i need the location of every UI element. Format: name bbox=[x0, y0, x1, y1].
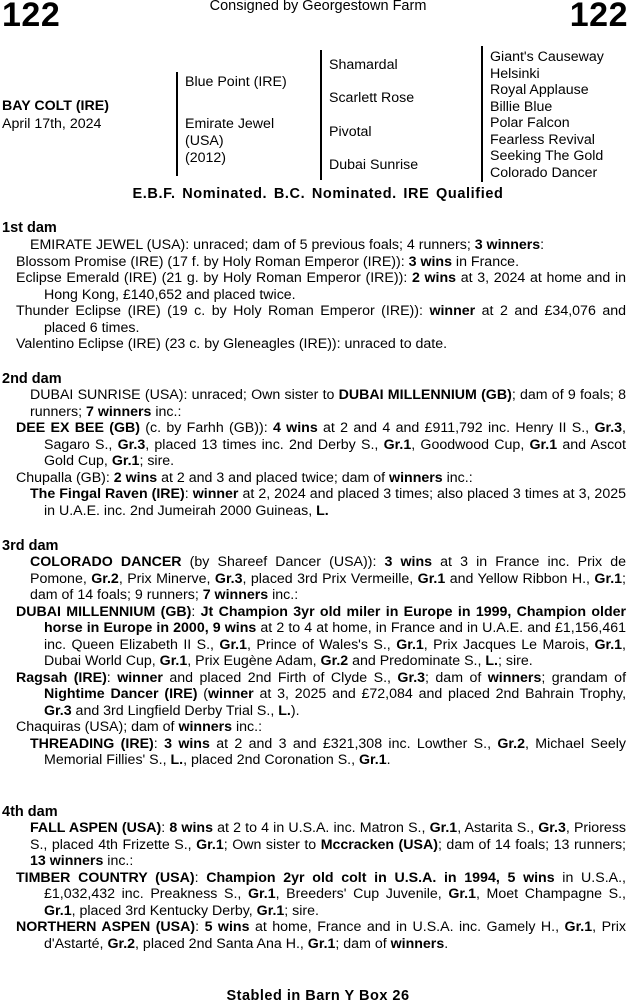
foaling-date: April 17th, 2024 bbox=[2, 116, 102, 132]
produce-record: The Fingal Raven (IRE): winner at 2, 2024 and placed 3 times; also placed 3 times at 3, 2025 in U.A.E. inc. 2nd Jumeirah 2000 Guineas, L. bbox=[30, 486, 626, 519]
first-dam-summary: EMIRATE JEWEL (USA): unraced; dam of 5 previous foals; 4 runners; 3 winners: bbox=[30, 237, 545, 253]
produce-record: Chupalla (GB): 2 wins at 2 and 3 and placed twice; dam of winners inc.: bbox=[16, 469, 473, 486]
fourth-dam-text bbox=[2, 820, 626, 952]
gen3-3: Royal Applause bbox=[490, 82, 589, 98]
first-dam-text bbox=[2, 237, 626, 353]
gen3-8: Colorado Dancer bbox=[490, 165, 598, 181]
second-dam-heading: 2nd dam bbox=[2, 371, 62, 387]
produce-record: TIMBER COUNTRY (USA): Champion 2yr old colt in U.S.A. in 1994, 5 wins in U.S.A., £1,032,432 inc. Preakness S., Gr.1, Breeders' Cup Juvenile, Gr.1, Moet Champagne S., Gr.1, placed 3rd Kentucky Derby, Gr.1; sire. bbox=[16, 869, 626, 919]
produce-record: THREADING (IRE): 3 wins at 2 and 3 and £321,308 inc. Lowther S., Gr.2, Michael Seely Memorial Fillies' S., L., placed 2nd Coronation S., Gr.1. bbox=[30, 735, 626, 768]
stabling-info: Stabled in Barn Y Box 26 bbox=[226, 988, 410, 1004]
dam-dam: Dubai Sunrise bbox=[329, 157, 419, 173]
dam-name: Emirate Jewel bbox=[185, 116, 275, 132]
first-dam-heading: 1st dam bbox=[2, 220, 57, 236]
dam-year: (2012) bbox=[185, 150, 227, 166]
dam-sire: Pivotal bbox=[329, 124, 372, 140]
produce-record: Valentino Eclipse (IRE) (23 c. by Gleneagles (IRE)): unraced to date. bbox=[16, 336, 448, 352]
second-dam-summary: DUBAI SUNRISE (USA): unraced; Own sister to DUBAI MILLENNIUM (GB); dam of 9 foals; 8 runners; 7 winners inc.: bbox=[30, 387, 626, 420]
horse-description: BAY COLT (IRE) bbox=[2, 98, 109, 114]
produce-record: Eclipse Emerald (IRE) (21 g. by Holy Roman Emperor (IRE)): 2 wins at 3, 2024 at home and in Hong Kong, £140,652 and placed twice. bbox=[16, 270, 626, 303]
sire-sire: Shamardal bbox=[329, 57, 398, 73]
dam-country: (USA) bbox=[185, 133, 224, 149]
third-dam-heading: 3rd dam bbox=[2, 538, 59, 554]
fourth-dam-heading: 4th dam bbox=[2, 804, 58, 820]
produce-record: Ragsah (IRE): winner and placed 2nd Firth of Clyde S., Gr.3; dam of winners; grandam of Nightime Dancer (IRE) (winner at 3, 2025 and £72,084 and placed 2nd Bahrain Trophy, Gr.3 and 3rd Lingfield Derby Trial S., L.). bbox=[16, 669, 627, 719]
sire-dam: Scarlett Rose bbox=[329, 90, 415, 106]
lot-number-left: 122 bbox=[2, 0, 61, 34]
gen3-2: Helsinki bbox=[490, 66, 540, 82]
gen3-6: Fearless Revival bbox=[490, 132, 595, 148]
pedigree-divider-3 bbox=[481, 46, 483, 182]
gen3-4: Billie Blue bbox=[490, 99, 553, 115]
third-dam-text bbox=[2, 554, 626, 769]
third-dam-summary: COLORADO DANCER (by Shareef Dancer (USA)): 3 wins at 3 in France inc. Prix de Pomone, Gr.2, Prix Minerve, Gr.3, placed 3rd Prix Vermeille, Gr.1 and Yellow Ribbon H., Gr.1; dam of 14 foals; 9 runners; 7 winners inc.: bbox=[30, 554, 626, 603]
fourth-dam-summary: FALL ASPEN (USA): 8 wins at 2 to 4 in U.S.A. inc. Matron S., Gr.1, Astarita S., Gr.3, Prioress S., placed 4th Frizette S., Gr.1; Own sister to Mccracken (USA); dam of 14 foals; 13 runners; 13 winners inc.: bbox=[30, 820, 627, 869]
produce-record: NORTHERN ASPEN (USA): 5 wins at home, France and in U.S.A. inc. Gamely H., Gr.1, Prix d'Astarté, Gr.2, placed 2nd Santa Ana H., Gr.1; dam of winners. bbox=[16, 919, 626, 952]
pedigree-divider-1 bbox=[176, 72, 178, 176]
nominations: E.B.F. Nominated. B.C. Nominated. IRE Qualified bbox=[132, 186, 504, 202]
gen3-7: Seeking The Gold bbox=[490, 148, 604, 164]
gen3-1: Giant's Causeway bbox=[490, 49, 604, 65]
pedigree-divider-2 bbox=[320, 50, 322, 180]
produce-record: Blossom Promise (IRE) (17 f. by Holy Roman Emperor (IRE)): 3 wins in France. bbox=[16, 253, 520, 270]
produce-record: Chaquiras (USA); dam of winners inc.: bbox=[16, 719, 263, 735]
produce-record: DEE EX BEE (GB) (c. by Farhh (GB)): 4 wins at 2 and 4 and £911,792 inc. Henry II S., Gr.3, Sagaro S., Gr.3, placed 13 times inc. 2nd Derby S., Gr.1, Goodwood Cup, Gr.1 and Ascot Gold Cup, Gr.1; sire. bbox=[16, 420, 626, 469]
sire: Blue Point (IRE) bbox=[185, 74, 287, 90]
lot-number-right: 122 bbox=[569, 0, 628, 34]
gen3-5: Polar Falcon bbox=[490, 115, 570, 131]
produce-record: Thunder Eclipse (IRE) (19 c. by Holy Roman Emperor (IRE)): winner at 2 and £34,076 and placed 6 times. bbox=[16, 303, 626, 336]
consignor: Consigned by Georgestown Farm bbox=[209, 0, 427, 14]
produce-record: DUBAI MILLENNIUM (GB): Jt Champion 3yr old miler in Europe in 1999, Champion older horse in Europe in 2000, 9 wins at 2 to 4 at home, in France and in U.A.E. and £1,156,461 inc. Queen Elizabeth II S., Gr.1, Prince of Wales's S., Gr.1, Prix Jacques Le Marois, Gr.1, Dubai World Cup, Gr.1, Prix Eugène Adam, Gr.2 and Predominate S., L.; sire. bbox=[16, 603, 627, 669]
second-dam-text bbox=[2, 387, 626, 519]
